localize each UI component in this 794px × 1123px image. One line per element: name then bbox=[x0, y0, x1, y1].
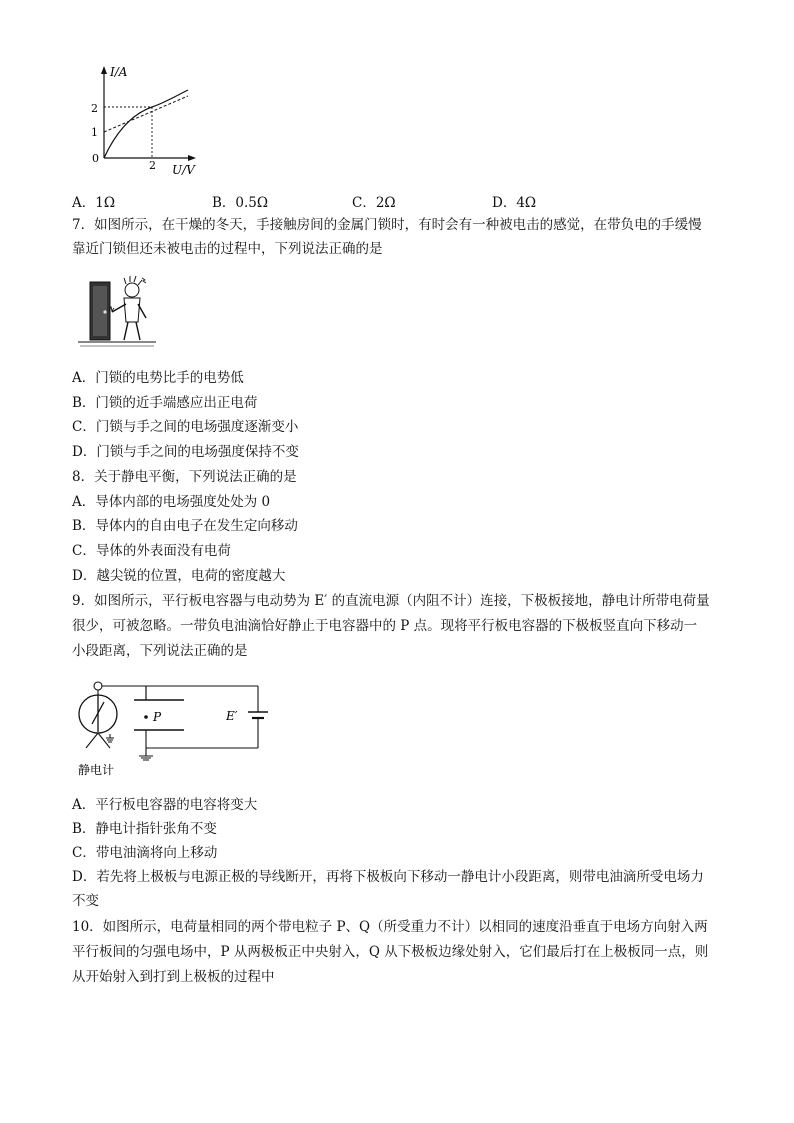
q9-stem-line-2: 很少，可被忽略。一带负电油滴恰好静止于电容器中的 P 点。现将平行板电容器的下极板竖直向下移动一 bbox=[72, 618, 698, 634]
q6-option-a: A．1Ω bbox=[72, 195, 116, 211]
q7-option-d: D．门锁与手之间的电场强度保持不变 bbox=[72, 444, 299, 460]
origin-label: 0 bbox=[92, 152, 99, 165]
y-tick-1: 1 bbox=[91, 126, 98, 139]
q6-option-d: D．4Ω bbox=[492, 195, 537, 211]
source-label: E′ bbox=[226, 709, 238, 723]
q10-stem-line-1: 10．如图所示，电荷量相同的两个带电粒子 P、Q（所受重力不计）以相同的速度沿垂直于电场方向射入两 bbox=[72, 919, 708, 935]
q8-option-b: B．导体内的自由电子在发生定向移动 bbox=[72, 518, 298, 534]
oil-drop-point bbox=[144, 715, 148, 719]
q9-option-a: A．平行板电容器的电容将变大 bbox=[72, 797, 258, 813]
linear-line bbox=[104, 96, 188, 132]
q7-stem-line-1: 7．如图所示，在干燥的冬天，手接触房间的金属门锁时，有时会有一种被电击的感觉，在带负电的手缓慢 bbox=[72, 217, 702, 233]
q7-stem-line-2: 靠近门锁但还未被电击的过程中，下列说法正确的是 bbox=[72, 241, 383, 257]
q8-option-a: A．导体内部的电场强度处处为 0 bbox=[72, 494, 271, 510]
q9-option-b: B．静电计指针张角不变 bbox=[72, 821, 217, 837]
y-tick-2: 2 bbox=[91, 102, 98, 115]
q9-stem-line-3: 小段距离，下列说法正确的是 bbox=[72, 643, 248, 659]
q6-options bbox=[72, 191, 672, 211]
nonlinear-curve bbox=[104, 90, 188, 158]
q6-option-b: B．0.5Ω bbox=[212, 195, 269, 211]
q9-stem-line-1: 9．如图所示，平行板电容器与电动势为 E′ 的直流电源（内阻不计）连接，下极板接地，静电计所带电荷量 bbox=[72, 593, 710, 609]
q7-option-b: B．门锁的近手端感应出正电荷 bbox=[72, 395, 258, 411]
q6-option-c: C．2Ω bbox=[352, 195, 396, 211]
iu-graph bbox=[80, 62, 200, 178]
meter-label: 静电计 bbox=[78, 763, 115, 777]
q8-option-d: D．越尖锐的位置，电荷的密度越大 bbox=[72, 568, 286, 584]
q9-option-d: D．若先将上极板与电源正极的导线断开，再将下极板向下移动一静电计小段距离，则带电油滴所受电场力 bbox=[72, 869, 704, 885]
capacitor-circuit-diagram bbox=[74, 676, 274, 782]
x-tick-2: 2 bbox=[149, 159, 156, 172]
q7-option-a: A．门锁的电势比手的电势低 bbox=[72, 370, 244, 386]
q7-option-c: C．门锁与手之间的电场强度逐渐变小 bbox=[72, 419, 299, 435]
q10-stem-line-3: 从开始射入到打到上极板的过程中 bbox=[72, 969, 275, 985]
q8-option-c: C．导体的外表面没有电荷 bbox=[72, 543, 231, 559]
x-axis-label: U/V bbox=[172, 163, 195, 177]
q9-option-d-continuation: 不变 bbox=[72, 893, 99, 909]
q9-option-c: C．带电油滴将向上移动 bbox=[72, 845, 218, 861]
point-label: P bbox=[153, 710, 162, 724]
q10-stem-line-2: 平行板间的匀强电场中，P 从两极板正中央射入，Q 从下极板边缘处射入，它们最后打在上极板同一点，则 bbox=[72, 944, 709, 960]
door-lock-illustration bbox=[76, 272, 158, 348]
y-axis-label: I/A bbox=[110, 65, 128, 79]
q8-stem: 8．关于静电平衡，下列说法正确的是 bbox=[72, 469, 297, 485]
